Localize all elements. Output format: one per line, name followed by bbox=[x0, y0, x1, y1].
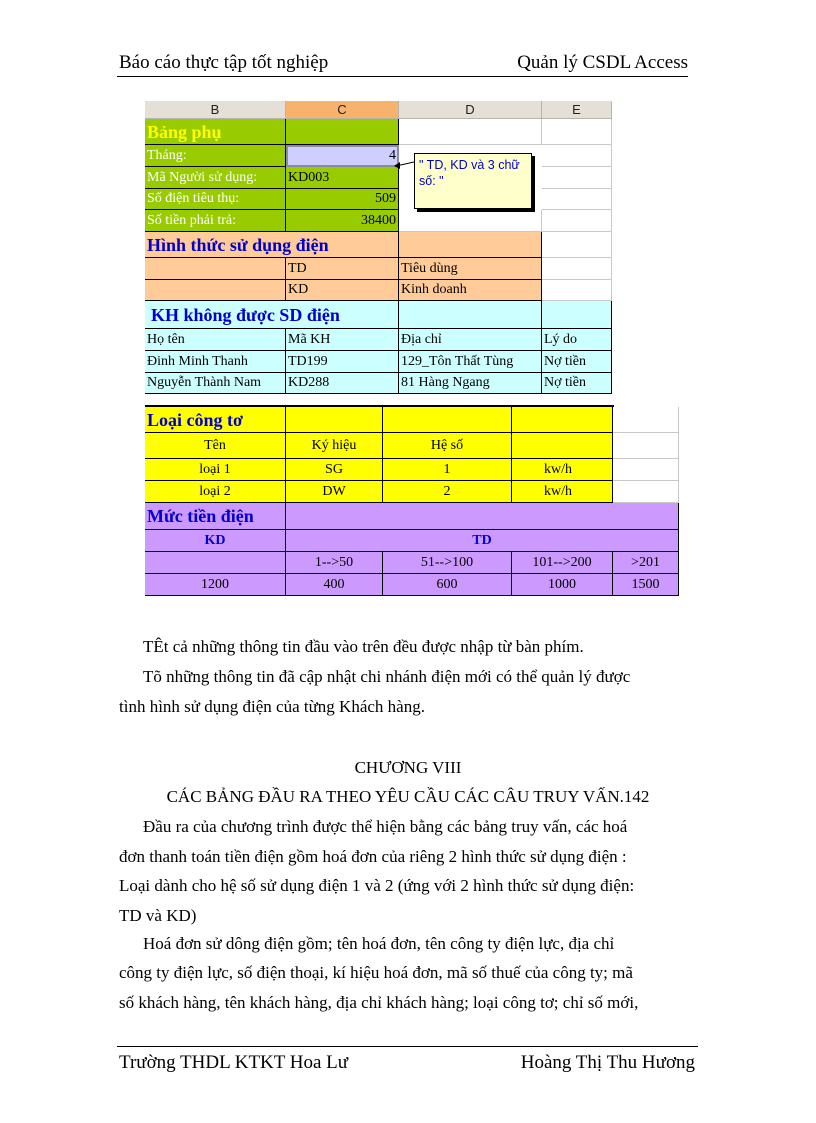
loai-cell: kw/h bbox=[512, 459, 613, 481]
grid-cell bbox=[542, 189, 612, 210]
bang-phu-title: Bảng phụ bbox=[145, 119, 286, 145]
bang-phu-value[interactable]: 509 bbox=[286, 189, 399, 210]
col-header-c: C bbox=[286, 101, 399, 119]
grid-cell bbox=[542, 119, 612, 145]
kh-khong-header: Họ tên bbox=[145, 329, 286, 351]
grid-cell bbox=[542, 167, 612, 189]
muc-tien-empty bbox=[145, 552, 286, 574]
col-header-d: D bbox=[399, 101, 542, 119]
grid-cell bbox=[542, 280, 612, 301]
col-header-e: E bbox=[542, 101, 612, 119]
header-rule bbox=[117, 76, 688, 77]
grid-cell bbox=[399, 210, 542, 232]
muc-tien-value: 600 bbox=[383, 574, 512, 596]
paragraph: đơn thanh toán tiền điện gồm hoá đơn của riêng 2 hình thức sử dụng điện : bbox=[119, 847, 627, 866]
bang-phu-title-pad bbox=[286, 119, 399, 145]
loai-cell: loại 2 bbox=[145, 481, 286, 503]
hinh-thuc-code: TD bbox=[286, 258, 399, 280]
kh-khong-pad bbox=[399, 301, 542, 329]
loai-cell: SG bbox=[286, 459, 383, 481]
loai-cell: 2 bbox=[383, 481, 512, 503]
loai-pad bbox=[286, 407, 383, 433]
hinh-thuc-code: KD bbox=[286, 280, 399, 301]
bang-phu-value[interactable]: 4 bbox=[286, 145, 399, 167]
paragraph: số khách hàng, tên khách hàng, địa chỉ khách hàng; loại công tơ; chỉ số mới, bbox=[119, 993, 639, 1012]
muc-tien-value: 1000 bbox=[512, 574, 613, 596]
comment-box: " TD, KD và 3 chữ số: " bbox=[414, 153, 532, 209]
grid-cell bbox=[613, 459, 679, 481]
grid-cell bbox=[542, 210, 612, 232]
kh-khong-cell: TD199 bbox=[286, 351, 399, 373]
muc-tien-range: >201 bbox=[613, 552, 679, 574]
muc-tien-range: 51-->100 bbox=[383, 552, 512, 574]
bang-phu-value[interactable]: KD003 bbox=[286, 167, 399, 189]
hinh-thuc-empty bbox=[145, 280, 286, 301]
muc-tien-td: TD bbox=[286, 530, 679, 552]
paragraph: Đầu ra của chương trình được thể hiện bằng các bảng truy vấn, các hoá bbox=[143, 817, 628, 836]
loai-pad bbox=[512, 433, 613, 459]
muc-tien-range: 101-->200 bbox=[512, 552, 613, 574]
paragraph: Loại dành cho hệ số sử dụng điện 1 và 2 (ứng với 2 hình thức sử dụng điện: bbox=[119, 876, 635, 895]
kh-khong-cell: Nợ tiền bbox=[542, 351, 612, 373]
hinh-thuc-title-pad bbox=[399, 232, 542, 258]
bang-phu-label: Tháng: bbox=[145, 145, 286, 167]
grid-cell bbox=[399, 119, 542, 145]
loai-cell: kw/h bbox=[512, 481, 613, 503]
loai-cell: 1 bbox=[383, 459, 512, 481]
loai-pad bbox=[383, 407, 512, 433]
paragraph: Tõ những thông tin đã cập nhật chi nhánh điện mới có thể quản lý được bbox=[143, 667, 631, 686]
muc-tien-value: 1200 bbox=[145, 574, 286, 596]
page-header-right: Quản lý CSDL Access bbox=[517, 52, 688, 73]
kh-khong-header: Mã KH bbox=[286, 329, 399, 351]
kh-khong-pad bbox=[542, 301, 612, 329]
grid-cell bbox=[613, 407, 679, 433]
loai-pad bbox=[512, 407, 613, 433]
page-header-left: Báo cáo thực tập tốt nghiệp bbox=[119, 52, 329, 73]
muc-tien-kd: KD bbox=[145, 530, 286, 552]
hinh-thuc-title: Hình thức sử dụng điện bbox=[145, 232, 399, 258]
paragraph: TD và KD) bbox=[119, 906, 197, 925]
hinh-thuc-empty bbox=[145, 258, 286, 280]
kh-khong-cell: 81 Hàng Ngang bbox=[399, 373, 542, 394]
bang-phu-value[interactable]: 38400 bbox=[286, 210, 399, 232]
muc-tien-value: 1500 bbox=[613, 574, 679, 596]
hinh-thuc-name: Tiêu dùng bbox=[399, 258, 542, 280]
grid-cell bbox=[542, 145, 612, 167]
loai-header: Tên bbox=[145, 433, 286, 459]
loai-header: Ký hiệu bbox=[286, 433, 383, 459]
kh-khong-header: Lý do bbox=[542, 329, 612, 351]
muc-tien-pad bbox=[286, 503, 679, 530]
kh-khong-cell: 129_Tôn Thất Tùng bbox=[399, 351, 542, 373]
bang-phu-label: Số tiền phải trả: bbox=[145, 210, 286, 232]
grid-cell bbox=[613, 433, 679, 459]
chapter-number: CHƯƠNG VIII bbox=[354, 758, 462, 777]
chapter-title: CÁC BẢNG ĐẦU RA THEO YÊU CẦU CÁC CÂU TRUY VẤN.142 bbox=[166, 787, 650, 806]
loai-cong-to-title: Loại công tơ bbox=[145, 407, 286, 433]
page-footer-left: Trường THDL KTKT Hoa Lư bbox=[119, 1052, 349, 1073]
loai-cell: loại 1 bbox=[145, 459, 286, 481]
paragraph: TÊt cả những thông tin đầu vào trên đều được nhập từ bàn phím. bbox=[143, 637, 584, 656]
paragraph: công ty điện lực, số điện thoại, kí hiệu hoá đơn, mã số thuế của công ty; mã bbox=[119, 963, 633, 982]
grid-cell bbox=[542, 258, 612, 280]
loai-cell: DW bbox=[286, 481, 383, 503]
kh-khong-title: KH không được SD điện bbox=[145, 301, 399, 329]
footer-rule bbox=[117, 1046, 698, 1047]
bang-phu-label: Số điện tiêu thụ: bbox=[145, 189, 286, 210]
muc-tien-range: 1-->50 bbox=[286, 552, 383, 574]
muc-tien-title: Mức tiền điện bbox=[145, 503, 286, 530]
col-header-b: B bbox=[145, 101, 286, 119]
grid-cell bbox=[613, 481, 679, 503]
kh-khong-cell: Nguyễn Thành Nam bbox=[145, 373, 286, 394]
kh-khong-cell: Đinh Minh Thanh bbox=[145, 351, 286, 373]
paragraph: Hoá đơn sử dông điện gồm; tên hoá đơn, tên công ty điện lực, địa chỉ bbox=[143, 934, 615, 953]
bang-phu-label: Mã Người sử dụng: bbox=[145, 167, 286, 189]
kh-khong-header: Địa chỉ bbox=[399, 329, 542, 351]
kh-khong-cell: Nợ tiền bbox=[542, 373, 612, 394]
kh-khong-cell: KD288 bbox=[286, 373, 399, 394]
muc-tien-value: 400 bbox=[286, 574, 383, 596]
paragraph: tình hình sử dụng điện của từng Khách hàng. bbox=[119, 697, 425, 716]
hinh-thuc-name: Kinh doanh bbox=[399, 280, 542, 301]
grid-cell bbox=[542, 232, 612, 258]
page-footer-right: Hoàng Thị Thu Hương bbox=[520, 1052, 695, 1073]
loai-header: Hệ số bbox=[383, 433, 512, 459]
